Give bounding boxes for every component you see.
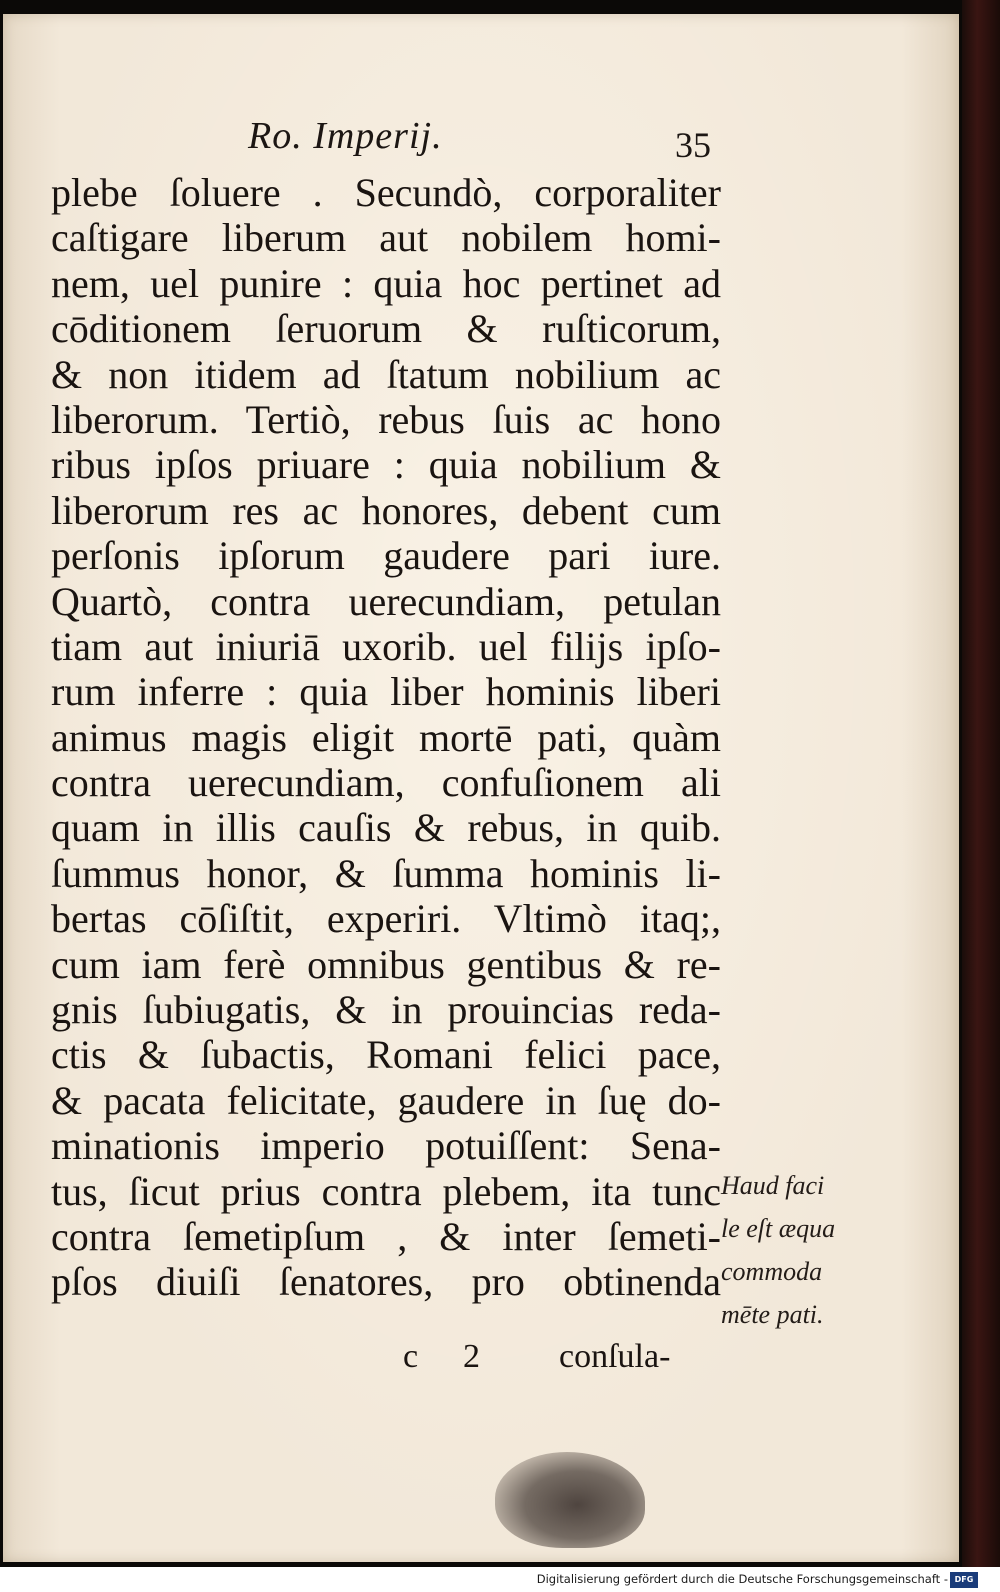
signature-number: 2 — [463, 1338, 480, 1375]
footer-bar — [0, 1567, 1000, 1592]
marginal-note-line: commoda — [721, 1257, 823, 1286]
body-text — [51, 170, 721, 1305]
catchword: conſula- — [559, 1338, 671, 1375]
text-line: nem, uel punire : quia hoc pertinet ad — [51, 260, 721, 306]
text-line: liberorum res ac honores, debent cum — [51, 487, 721, 533]
text-line: ribus ipſos priuare : quia nobilium & — [51, 442, 721, 488]
text-line: perſonis ipſorum gaudere pari iure. — [51, 533, 721, 579]
marginal-note — [721, 1164, 881, 1336]
marginal-note-line: Haud faci — [721, 1171, 825, 1200]
text-line: minationis imperio potuiſſent: Sena- — [51, 1123, 721, 1169]
text-line: & pacata felicitate, gaudere in ſuę do- — [51, 1077, 721, 1123]
text-line: & non itidem ad ſtatum nobilium ac — [51, 351, 721, 397]
text-line: plebe ſoluere . Secundò, corporaliter — [51, 170, 721, 215]
text-line: animus magis eligit mortē pati, quàm — [51, 714, 721, 760]
text-line: caſtigare liberum aut nobilem homi- — [51, 215, 721, 261]
text-line: quam in illis cauſis & rebus, in quib. — [51, 805, 721, 851]
text-line: gnis ſubiugatis, & in prouincias reda- — [51, 987, 721, 1033]
page-number: 35 — [675, 125, 711, 165]
text-line: cum iam ferè omnibus gentibus & re- — [51, 941, 721, 987]
text-line: contra ſemetipſum , & inter ſemeti- — [51, 1213, 721, 1259]
book-spine-edge — [962, 0, 1000, 1592]
text-line: bertas cōſiſtit, experiri. Vltimò itaq;, — [51, 896, 721, 942]
running-title: Ro. Imperij. — [248, 115, 443, 157]
text-line: rum inferre : quia liber hominis liberi — [51, 669, 721, 715]
text-line: contra uerecundiam, confuſionem ali — [51, 760, 721, 806]
signature-mark: c — [403, 1338, 419, 1375]
text-line: tiam aut iniuriā uxorib. uel filijs ipſo- — [51, 623, 721, 669]
text-line: pſos diuiſi ſenatores, pro obtinenda — [51, 1259, 721, 1305]
text-line: ſummus honor, & ſumma hominis li- — [51, 850, 721, 896]
marginal-note-line: mēte pati. — [721, 1300, 824, 1329]
marginal-note-line: le eſt æqua — [721, 1214, 836, 1243]
text-line: cōditionem ſeruorum & ruſticorum, — [51, 306, 721, 352]
text-line: Quartò, contra uerecundiam, petulan — [51, 578, 721, 624]
dfg-logo-icon: DFG — [950, 1572, 978, 1588]
book-page — [3, 14, 959, 1562]
text-line: tus, ſicut prius contra plebem, ita tunc — [51, 1168, 721, 1214]
ink-stain — [495, 1452, 645, 1548]
text-line: liberorum. Tertiò, rebus ſuis ac hono — [51, 396, 721, 442]
text-line: ctis & ſubactis, Romani felici pace, — [51, 1032, 721, 1078]
footer-credit: Digitalisierung gefördert durch die Deutsche Forschungsgemeinschaft - — [536, 1572, 948, 1586]
